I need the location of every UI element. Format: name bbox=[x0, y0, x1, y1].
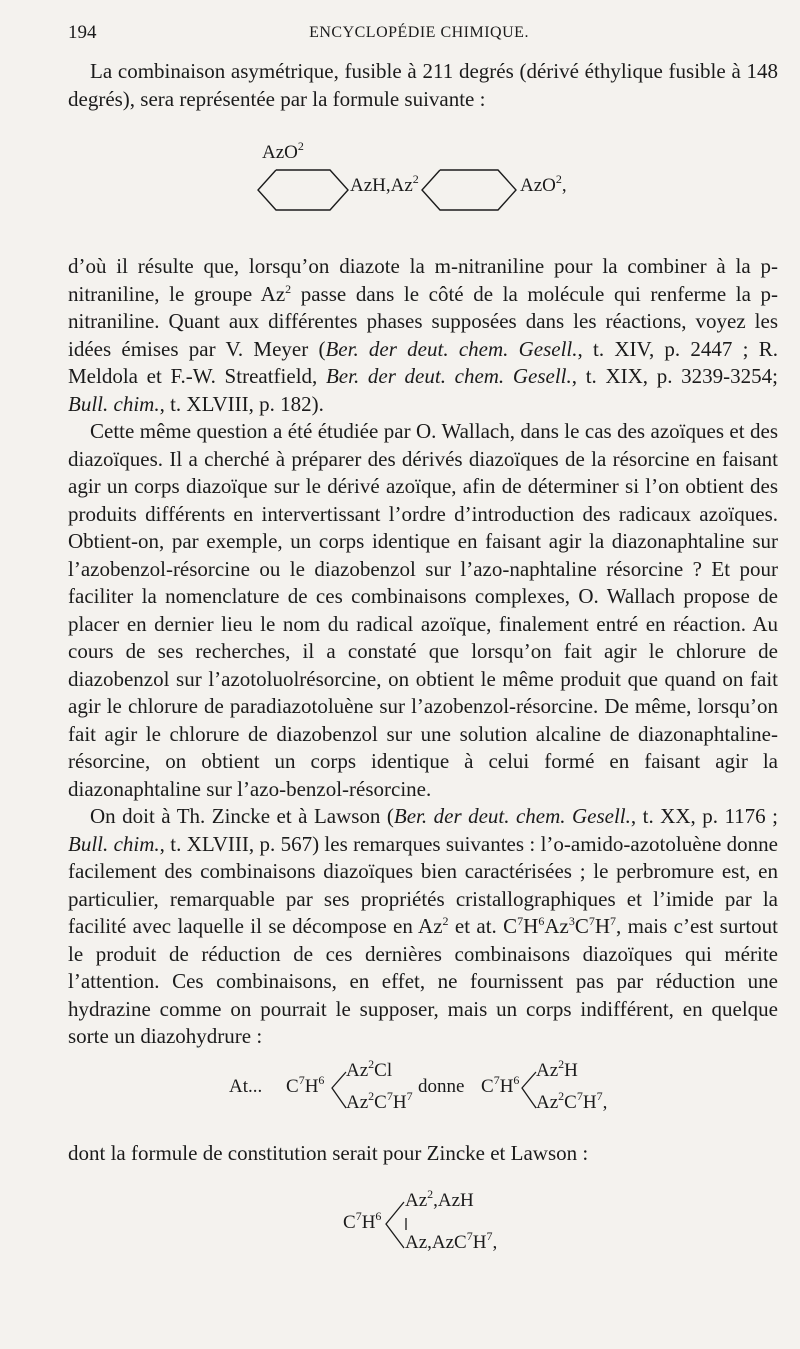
formula3-c7h6: $C^7H^6$ bbox=[343, 1209, 382, 1233]
formula2-lower-right: $Az^2C^7H^7$, bbox=[536, 1089, 608, 1113]
paragraph-constitution-text: dont la formule de constitution serait pour Zincke et Lawson : bbox=[68, 1141, 589, 1165]
formula-top-group: AzO$^2$ bbox=[262, 139, 304, 163]
formula-right-group: AzO$^2$, bbox=[520, 172, 567, 196]
paragraph-intro bbox=[68, 58, 778, 113]
formula2-lower-left: $Az^2C^7H^7$ bbox=[346, 1089, 413, 1113]
formula3-upper: Az$^2$,AzH bbox=[405, 1187, 474, 1211]
paragraph-meyer bbox=[68, 253, 778, 1051]
formula-constitution bbox=[0, 1188, 800, 1268]
formula-nitro-azo bbox=[0, 139, 800, 222]
page-number: 194 bbox=[68, 22, 97, 43]
paragraph-meyer-text: d’où il résulte que, lorsqu’on diazote la m-nitraniline pour la combiner à la p-nitraniline, le groupe Az$^2$ passe dans le côté de la molécule qui renferme la p-nitraniline. Quant aux différentes phases supposées dans les réactions, voyez les idées émises par V. Meyer (Ber. der deut. chem. Gesell., t. XIV, p. 2447 ; R. Meldola et F.-W. Streatfield, Ber. der deut. chem. Gesell., t. XIX, p. 3239-3254; Bull. chim., t. XLVIII, p. 182). bbox=[68, 254, 778, 416]
running-title: ENCYCLOPÉDIE CHIMIQUE. bbox=[309, 24, 529, 41]
page-header bbox=[68, 22, 770, 52]
paragraph-intro-text: La combinaison asymétrique, fusible à 211 degrés (dérivé éthylique fusible à 148 degrés), sera représentée par la formule suivante : bbox=[68, 59, 778, 111]
formula2-upper-left: Az$^2$Cl bbox=[346, 1057, 393, 1081]
formula2-upper-right: Az$^2$H bbox=[536, 1057, 578, 1081]
formula2-c7h6-right: $C^7H^6$ bbox=[481, 1073, 520, 1097]
formula2-donne: donne bbox=[418, 1076, 465, 1097]
paragraph-zincke: On doit à Th. Zincke et à Lawson (Ber. der deut. chem. Gesell., t. XX, p. 1176 ; Bull. chim., t. XLVIII, p. 567) les remarques suivantes : l’o-amido-azotoluène donne facilement des combinaisons diazoïques bien caractérisées ; le perbromure est, en particulier, remarquable par ses propriétés cristallographiques et l’imide par la facilité avec laquelle il se décompose en Az$^2$ et at. $C^7H^6Az^3C^7H^7$, mais c’est surtout le produit de réduction de ces dernières combinaisons diazoïques qui mérite l’attention. Ces combinaisons, en effet, ne fournissent pas par réduction une hydrazine comme on pourrait le supposer, mais un corps indifférent, en quelque sorte un diazohydrure : bbox=[68, 804, 778, 1048]
formula-middle-group: AzH,Az$^2$ bbox=[350, 172, 419, 196]
paragraph-constitution bbox=[68, 1140, 778, 1168]
formula-diazohydrure bbox=[0, 1058, 800, 1128]
paragraph-wallach: Cette même question a été étudiée par O. Wallach, dans le cas des azoïques et des diazoïques. Il a cherché à préparer des dérivés diazoïques de la résorcine en faisant agir un corps diazoïque sur le dérivé azoïque, afin de déterminer si l’on obtient des produits différents en intervertissant l’ordre d’introduction des radicaux azoïques. Obtient-on, par exemple, un corps identique en faisant agir la diazonaphtaline sur l’azobenzol-résorcine ou le diazobenzol sur l’azo-naphtaline résorcine ? Et pour faciliter la nomenclature de ces combinaisons complexes, O. Wallach propose de placer en dernier lieu le nom du radical azoïque, finalement entré en réaction. Au cours de ses recherches, il a constaté que lorsqu’on fait agir le chlorure de diazobenzol sur l’azotoluolrésorcine, on obtient le même produit que quand on fait agir le chlorure de paradiazotoluène sur l’azobenzol-résorcine. De même, lorsqu’on fait agir le chlorure de diazobenzol sur une solution alcaline de diazonaphtaline-résorcine, on obtient un corps identique à celui formé en faisant agir la diazonaphtaline sur l’azo-benzol-résorcine. bbox=[68, 419, 778, 801]
benzene-ring-left-icon bbox=[258, 168, 348, 218]
formula3-lower: $Az,AzC^7H^7$, bbox=[405, 1229, 498, 1253]
benzene-ring-right-icon bbox=[422, 168, 517, 218]
formula2-c7h6-left: $C^7H^6$ bbox=[286, 1073, 325, 1097]
formula2-lead: At... bbox=[229, 1076, 263, 1097]
